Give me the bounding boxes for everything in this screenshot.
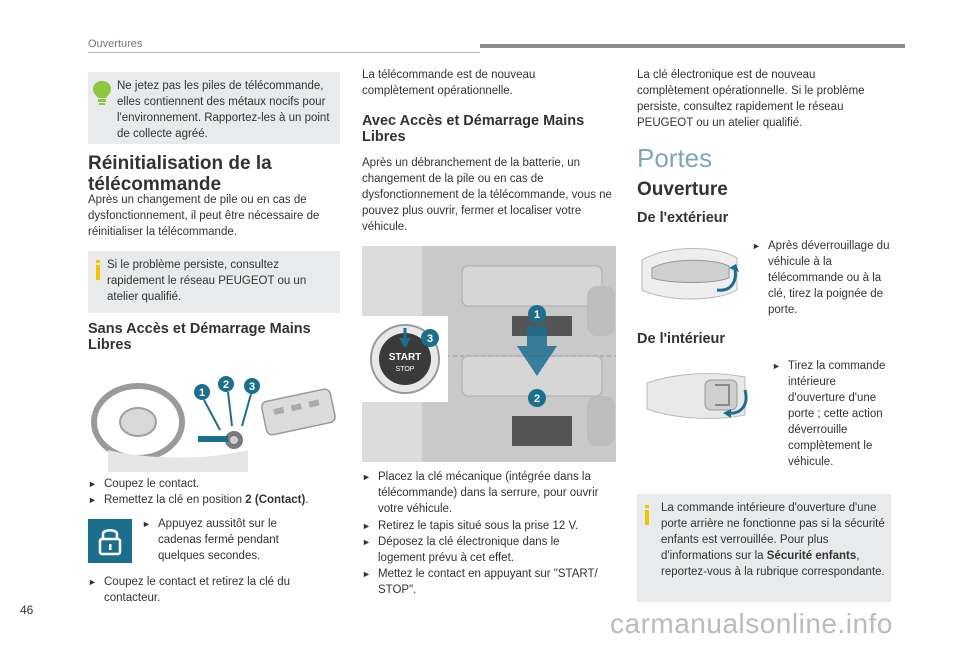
header-bar: [480, 44, 905, 48]
svg-text:1: 1: [533, 309, 541, 321]
portes-title: Portes: [637, 143, 713, 173]
bullet-marker: ►: [88, 479, 97, 489]
bullet-marker: ►: [362, 569, 371, 579]
bullet-marker: ►: [88, 495, 97, 505]
illustration-badge-3: [244, 378, 260, 394]
lightbulb-icon: [92, 80, 112, 106]
step-appuyez-cadenas: ► Appuyez aussitôt sur le cadenas fermé pendant quelques secondes.: [142, 518, 279, 562]
svg-text:3: 3: [248, 381, 256, 393]
ouverture-title: Ouverture: [637, 179, 728, 200]
reinit-title: [88, 153, 348, 195]
exterieur-title: De l'extérieur: [637, 210, 729, 226]
interieur-title: De l'intérieur: [637, 331, 726, 347]
watermark: carmanualsonline.info: [610, 608, 893, 639]
padlock-icon: [88, 519, 132, 563]
reinit-text: Après un changement de pile ou en cas de dysfonctionnement, il peut être nécessaire de réinitialiser la télécommande.: [88, 194, 320, 238]
interior-handle-illustration: [645, 365, 750, 425]
child-safety-info-text: La commande intérieure d'ouverture d'une porte arrière ne fonctionne pas si la sécurité enfants est verrouillée. Pour plus d'informations sur la Sécurité enfants, reportez-vous à la rubrique correspondante.: [661, 502, 885, 578]
step-retirez-cle: ► Coupez le contact et retirez la clé du contacteur.: [88, 576, 291, 604]
info-icon: [95, 260, 101, 280]
sans-acces-title-line2: Libres: [88, 337, 132, 353]
step-retirez-tapis: ► Retirez le tapis situé sous la prise 12 V.: [362, 520, 579, 532]
console-badge-3: [421, 329, 439, 347]
avec-acces-title-line1: Avec Accès et Démarrage Mains: [362, 113, 585, 129]
battery-tip-box: [88, 72, 340, 144]
step-coupez-contact: ► Coupez le contact.: [88, 478, 200, 490]
reinit-title-line1: Réinitialisation de la: [88, 153, 272, 174]
sans-acces-title: [88, 321, 348, 353]
bullet-marker: ►: [88, 577, 97, 587]
step-interieur: ► Tirez la commande intérieure d'ouverture d'une porte ; cette action déverrouille complètement le véhicule.: [772, 360, 886, 468]
bullet-marker: ►: [362, 521, 371, 531]
step-placez-cle: ► Placez la clé mécanique (intégrée dans la télécommande) dans la serrure, pour ouvrir votre véhicule.: [362, 471, 599, 515]
console-start-illustration: [362, 246, 616, 462]
section-header: Ouvertures: [88, 38, 143, 50]
persist-info-box: [88, 251, 340, 313]
start-button-label: START: [388, 352, 422, 363]
avec-acces-title: [362, 113, 622, 145]
svg-text:1: 1: [198, 387, 206, 399]
bullet-marker: ►: [772, 361, 781, 371]
step-mettez-contact: ► Mettez le contact en appuyant sur "START/ STOP".: [362, 568, 598, 596]
svg-text:2: 2: [533, 393, 541, 405]
bullet-marker: ►: [142, 519, 151, 529]
steering-key-illustration: [88, 360, 340, 472]
console-badge-1: [528, 305, 546, 323]
bullet-marker: ►: [752, 241, 761, 251]
illustration-badge-1: [194, 384, 210, 400]
bullet-marker: ►: [362, 537, 371, 547]
stop-button-label: STOP: [395, 366, 415, 373]
page-number: 46: [20, 603, 34, 617]
battery-tip-text: Ne jetez pas les piles de télécommande, elles contiennent des métaux nocifs pour l'environnement. Rapportez-les à un point de collecte agréé.: [117, 80, 330, 140]
info-icon: [644, 505, 650, 525]
step-remettez-cle: ► Remettez la clé en position 2 (Contact).: [88, 494, 309, 506]
col3-intro: La clé électronique est de nouveau complètement opérationnelle. Si le problème persiste, consultez rapidement le réseau PEUGEOT ou un atelier qualifié.: [637, 69, 865, 129]
sans-acces-title-line1: Sans Accès et Démarrage Mains: [88, 321, 311, 337]
col2-intro: La télécommande est de nouveau complètement opérationnelle.: [362, 69, 536, 97]
svg-text:2: 2: [222, 379, 230, 391]
console-badge-2: [528, 389, 546, 407]
reinit-title-line2: télécommande: [88, 174, 222, 195]
exterior-handle-illustration: [637, 240, 743, 310]
persist-info-text: Si le problème persiste, consultez rapidement le réseau PEUGEOT ou un atelier qualifié.: [107, 259, 307, 303]
header-rule: [88, 52, 480, 53]
step-deposez-cle: ► Déposez la clé électronique dans le logement prévu à cet effet.: [362, 536, 560, 564]
child-safety-info-box: [637, 494, 891, 602]
step-exterieur: ► Après déverrouillage du véhicule à la télécommande ou à la clé, tirez la poignée de porte.: [752, 240, 890, 316]
bullet-marker: ►: [362, 472, 371, 482]
illustration-badge-2: [218, 376, 234, 392]
avec-acces-title-line2: Libres: [362, 129, 406, 145]
avec-acces-text: Après un débranchement de la batterie, un changement de la pile ou en cas de dysfonctionnement de la télécommande, vous ne pouvez plus ouvrir, fermer et localiser votre véhicule.: [362, 157, 612, 233]
padlock-icon-tile: [88, 519, 132, 563]
svg-text:3: 3: [426, 333, 434, 345]
